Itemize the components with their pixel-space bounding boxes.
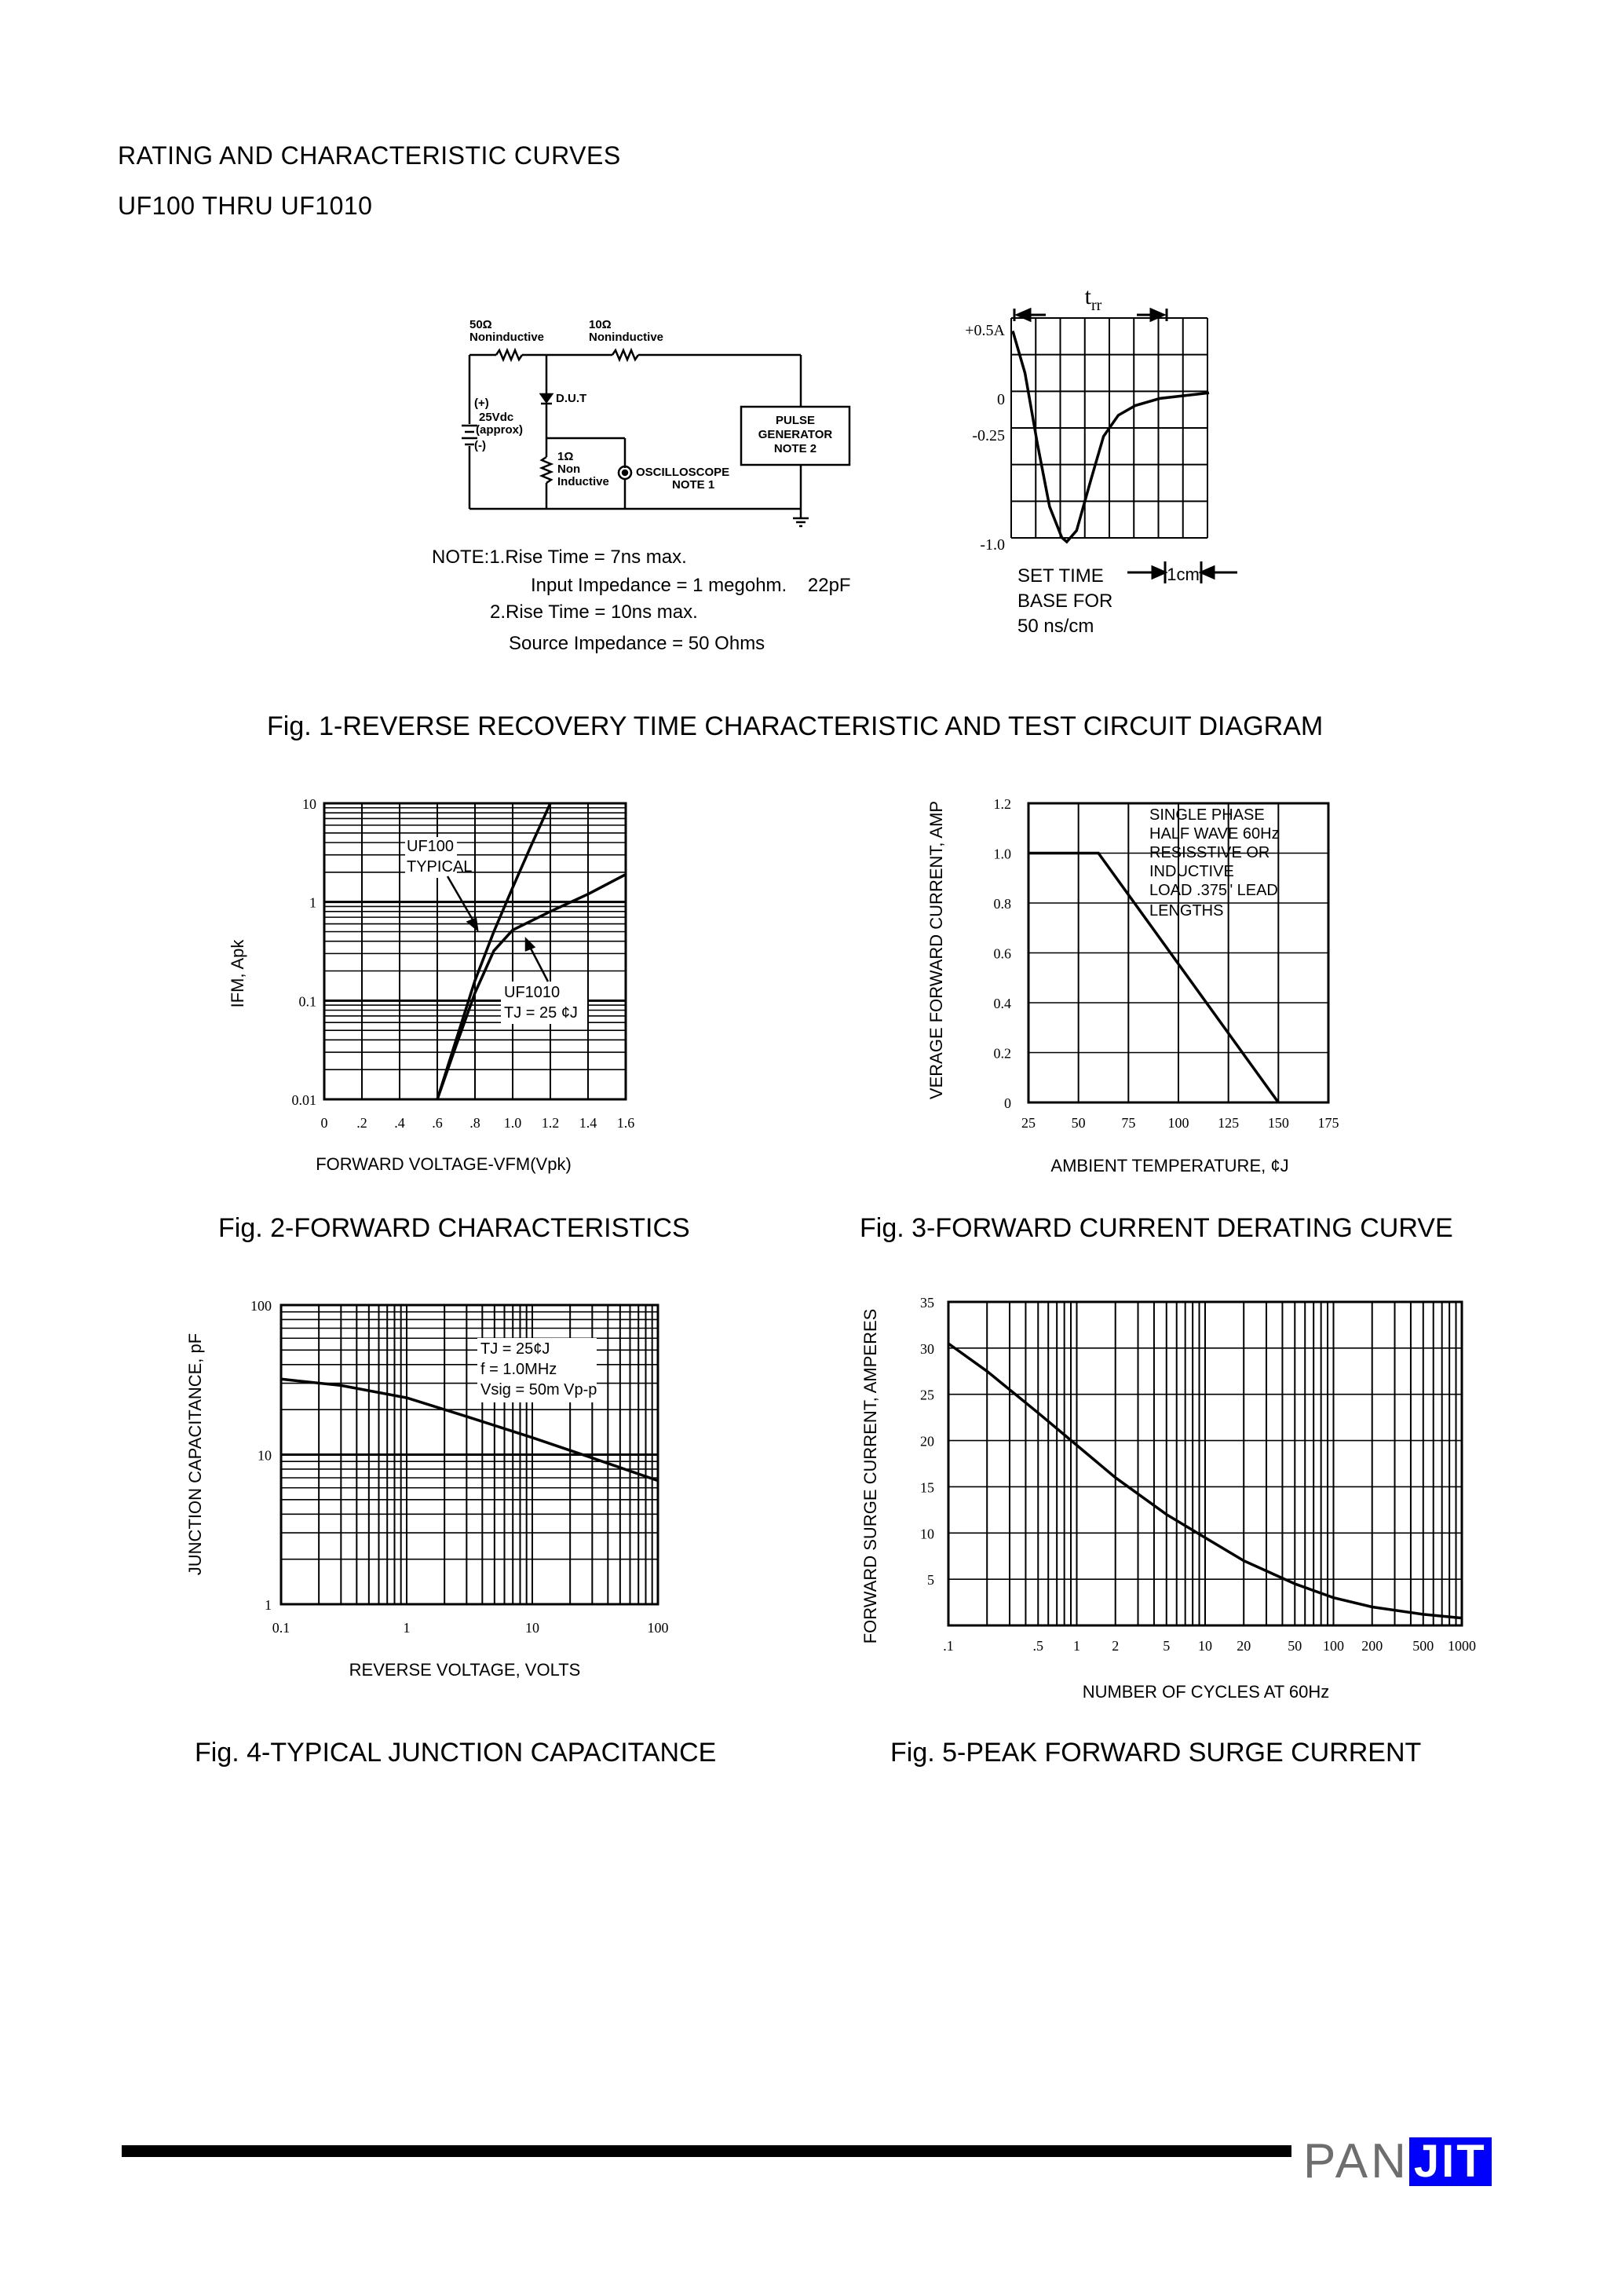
f3-xtick: 25	[1021, 1115, 1036, 1131]
dut-label: D.U.T	[556, 392, 587, 405]
f4-series-cj-line	[281, 1379, 658, 1480]
f3-ytick: 0.8	[993, 896, 1011, 912]
supply-voltage: 25Vdc	[479, 411, 514, 424]
f5-xtick: 500	[1412, 1638, 1434, 1654]
f3-ytick: 0.4	[993, 996, 1011, 1011]
trr-label: t	[1084, 283, 1091, 309]
fig2-anno-uf100: UF100	[407, 838, 455, 855]
pulse-label-3: NOTE 2	[773, 442, 817, 455]
f2-xtick: .6	[432, 1115, 443, 1131]
fig3-caption: Fig. 3-FORWARD CURRENT DERATING CURVE	[860, 1213, 1453, 1243]
f5-xtick: 200	[1361, 1638, 1383, 1654]
f4-xtick: 0.1	[272, 1620, 290, 1636]
f2-xtick: 1.4	[579, 1115, 597, 1131]
f2-xtick: 1.2	[541, 1115, 560, 1131]
f3-ytick: 0.6	[993, 945, 1011, 962]
note-1b: Input Impedance = 1 megohm. 22pF	[531, 575, 851, 596]
fig3-anno-5: LOAD .375" LEAD	[1149, 882, 1278, 899]
f2-ytick: 0.01	[291, 1092, 316, 1108]
f5-xtick: 1000	[1448, 1638, 1476, 1654]
note-2: 2.Rise Time = 10ns max.	[490, 601, 698, 623]
recovery-current-curve	[1013, 331, 1209, 543]
f2-xtick: .2	[356, 1115, 367, 1131]
scope-note: NOTE 1	[672, 478, 715, 492]
f2-ytick: 0.1	[298, 993, 316, 1010]
f5-xtick: 10	[1198, 1638, 1212, 1654]
f5-ytick: 10	[920, 1526, 934, 1542]
r3-desc1: Non	[557, 462, 581, 476]
f3-ytick: 0.2	[993, 1045, 1011, 1062]
fig5-xlabel: NUMBER OF CYCLES AT 60Hz	[1082, 1682, 1330, 1702]
fig2-anno-typical: TYPICAL	[407, 858, 473, 876]
supply-approx: (approx)	[476, 423, 523, 437]
trr-subscript: rr	[1091, 297, 1102, 314]
r2-value: 10Ω	[589, 318, 612, 331]
f3-xtick: 50	[1071, 1115, 1086, 1131]
f3-xtick: 175	[1317, 1115, 1339, 1131]
panjit-logo: PAN JIT	[1303, 2137, 1492, 2186]
fig2-xlabel: FORWARD VOLTAGE-VFM(Vpk)	[316, 1154, 572, 1174]
f5-xtick: .1	[943, 1638, 954, 1654]
fig2-ylabel: IFM, Apk	[228, 939, 247, 1008]
footer-rule	[122, 2145, 1291, 2157]
f5-xtick: 20	[1237, 1638, 1251, 1654]
note-1: NOTE:1.Rise Time = 7ns max.	[432, 547, 687, 568]
timebase-line2: BASE FOR	[1017, 590, 1113, 612]
fig3-xlabel: AMBIENT TEMPERATURE, ¢J	[1050, 1156, 1289, 1175]
wave-ylabel-zero: 0	[997, 391, 1005, 408]
f5-ytick: 20	[920, 1433, 934, 1450]
f5-xtick: .5	[1032, 1638, 1044, 1654]
f2-xtick: 1.0	[503, 1115, 522, 1131]
f5-ytick: 25	[920, 1387, 934, 1403]
f3-ytick: 0	[1004, 1095, 1011, 1111]
one-cm-label: 1cm	[1167, 565, 1200, 584]
header-part-range: UF100 THRU UF1010	[118, 192, 373, 220]
timebase-line1: SET TIME	[1017, 565, 1104, 587]
f2-xtick: 0	[320, 1115, 328, 1131]
fig2-anno-tj: TJ = 25 ¢J	[504, 1004, 578, 1022]
fig3-anno-2: HALF WAVE 60Hz	[1149, 825, 1280, 843]
fig4-chart	[173, 1288, 691, 1696]
timebase-line3: 50 ns/cm	[1017, 616, 1094, 637]
fig4-ylabel: JUNCTION CAPACITANCE, pF	[185, 1333, 205, 1576]
fig3-anno-4: INDUCTIVE	[1149, 863, 1234, 880]
r2-desc: Noninductive	[589, 331, 664, 344]
wave-ylabel-neg1: -1.0	[980, 536, 1005, 554]
f4-xtick: 1	[403, 1620, 411, 1636]
f5-ytick: 35	[920, 1295, 934, 1311]
f5-ytick: 15	[920, 1479, 934, 1496]
reverse-recovery-waveform	[958, 279, 1272, 648]
f2-xtick: 1.6	[616, 1115, 635, 1131]
header-title: RATING AND CHARACTERISTIC CURVES	[118, 141, 621, 170]
fig2-caption: Fig. 2-FORWARD CHARACTERISTICS	[218, 1213, 690, 1243]
fig1-caption: Fig. 1-REVERSE RECOVERY TIME CHARACTERISTIC AND TEST CIRCUIT DIAGRAM	[267, 711, 1324, 741]
f4-xtick: 10	[525, 1620, 539, 1636]
fig2-chart	[212, 785, 652, 1194]
fig3-anno-1: SINGLE PHASE	[1149, 806, 1265, 824]
f3-ytick: 1.2	[993, 796, 1011, 812]
fig4-caption: Fig. 4-TYPICAL JUNCTION CAPACITANCE	[195, 1738, 717, 1768]
fig2-anno-uf1010: UF1010	[504, 984, 561, 1001]
fig4-anno-f: f = 1.0MHz	[480, 1361, 557, 1378]
f4-xtick: 100	[647, 1620, 669, 1636]
f3-xtick: 100	[1167, 1115, 1189, 1131]
f2-ytick: 1	[309, 894, 316, 911]
f5-xtick: 100	[1323, 1638, 1344, 1654]
r1-value: 50Ω	[469, 318, 492, 331]
fig3-anno-6: LENGTHS	[1149, 902, 1224, 919]
f5-xtick: 2	[1112, 1638, 1120, 1654]
f3-xtick: 75	[1121, 1115, 1136, 1131]
wave-ylabel-neg025: -0.25	[972, 427, 1005, 444]
fig4-anno-tj: TJ = 25¢J	[480, 1340, 550, 1358]
supply-minus: (-)	[474, 439, 486, 452]
test-circuit-diagram	[455, 306, 864, 542]
fig5-chart	[856, 1280, 1500, 1704]
f3-xtick: 125	[1218, 1115, 1240, 1131]
r3-value: 1Ω	[557, 450, 574, 463]
fig3-ylabel: VERAGE FORWARD CURRENT, AMP	[926, 800, 946, 1100]
fig4-anno-vsig: Vsig = 50m Vp-p	[480, 1381, 597, 1398]
f5-xtick: 5	[1163, 1638, 1171, 1654]
f2-ytick: 10	[302, 796, 316, 812]
f3-ytick: 1.0	[993, 846, 1011, 862]
scope-label: OSCILLOSCOPE	[636, 466, 730, 479]
fig4-xlabel: REVERSE VOLTAGE, VOLTS	[349, 1660, 581, 1680]
f2-xtick: .4	[394, 1115, 405, 1131]
supply-plus: (+)	[474, 397, 489, 410]
r3-desc2: Inductive	[557, 475, 609, 488]
pulse-label-1: PULSE	[775, 414, 816, 427]
f2-xtick: .8	[469, 1115, 480, 1131]
f4-ytick: 100	[250, 1298, 272, 1314]
f3-xtick: 150	[1267, 1115, 1289, 1131]
fig5-ylabel: FORWARD SURGE CURRENT, AMPERES	[860, 1308, 880, 1644]
f5-xtick: 50	[1288, 1638, 1302, 1654]
f4-ytick: 10	[258, 1447, 272, 1464]
note-2b: Source Impedance = 50 Ohms	[509, 633, 765, 654]
fig3-anno-3: RESISSTIVE OR	[1149, 844, 1270, 861]
wave-ylabel-pos: +0.5A	[965, 322, 1005, 339]
fig5-caption: Fig. 5-PEAK FORWARD SURGE CURRENT	[890, 1738, 1422, 1768]
f5-ytick: 5	[927, 1572, 934, 1589]
pulse-label-2: GENERATOR	[758, 428, 833, 441]
r1-desc: Noninductive	[469, 331, 545, 344]
f5-xtick: 1	[1073, 1638, 1080, 1654]
f5-ytick: 30	[920, 1340, 934, 1357]
fig3-chart	[919, 777, 1358, 1194]
f4-ytick: 1	[265, 1597, 272, 1613]
